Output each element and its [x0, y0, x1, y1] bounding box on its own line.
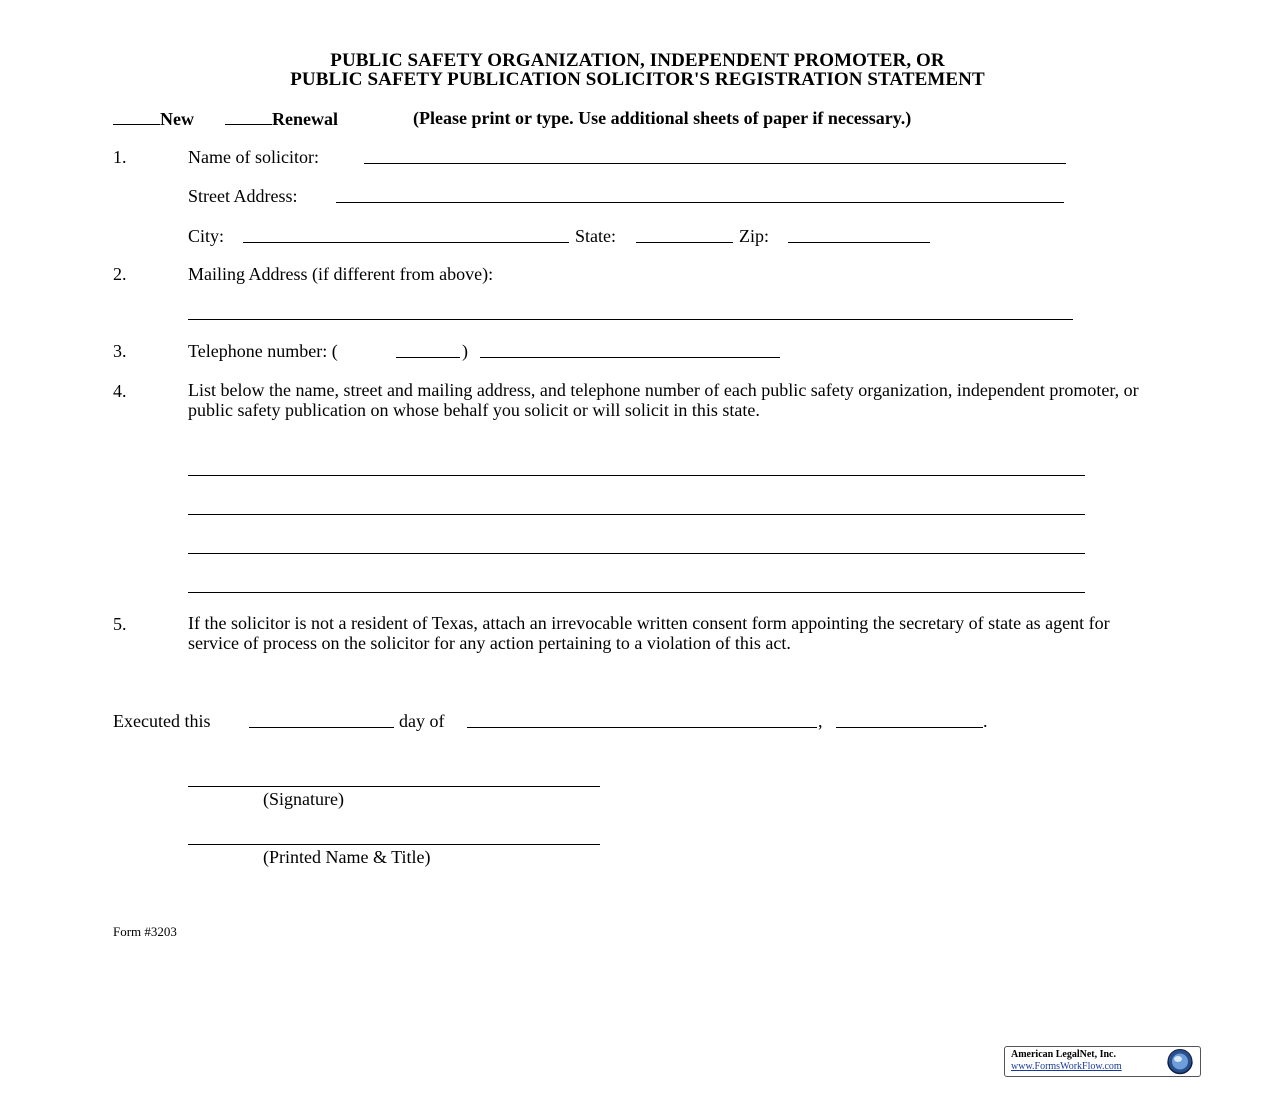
- item5-instructions: If the solicitor is not a resident of Texas, attach an irrevocable written consent form appointing the secretary of state as agent for service of process on the solicitor for any action pertaining to a violation of this act.: [188, 613, 1110, 653]
- zip-field[interactable]: [788, 226, 930, 243]
- city-field[interactable]: [243, 226, 569, 243]
- new-label: New: [160, 109, 194, 129]
- executed-period: .: [983, 711, 988, 731]
- signature-field[interactable]: [188, 770, 600, 787]
- executed-year-field[interactable]: [836, 711, 983, 728]
- logo-company-name: American LegalNet, Inc.: [1011, 1049, 1116, 1060]
- org-line-3[interactable]: [188, 537, 1085, 554]
- solicitor-name-field[interactable]: [364, 147, 1066, 164]
- new-option[interactable]: [113, 108, 194, 130]
- legalnet-logo[interactable]: [1004, 1046, 1201, 1077]
- zip-label: Zip:: [739, 226, 769, 246]
- form-title-line2: PUBLIC SAFETY PUBLICATION SOLICITOR'S REGISTRATION STATEMENT: [290, 69, 985, 90]
- printed-name-field[interactable]: [188, 828, 600, 845]
- globe-icon: [1162, 1048, 1198, 1075]
- telephone-field[interactable]: [480, 341, 780, 358]
- item5-number: 5.: [113, 614, 127, 634]
- form-title-line1: PUBLIC SAFETY ORGANIZATION, INDEPENDENT PROMOTER, OR: [330, 50, 945, 71]
- state-label: State:: [575, 226, 616, 246]
- street-address-field[interactable]: [336, 186, 1064, 203]
- org-line-4[interactable]: [188, 576, 1085, 593]
- street-address-label: Street Address:: [188, 186, 298, 206]
- item3-number: 3.: [113, 341, 127, 361]
- solicitor-name-label: Name of solicitor:: [188, 147, 319, 167]
- executed-comma: ,: [818, 711, 823, 731]
- mailing-address-field[interactable]: [188, 303, 1073, 320]
- area-code-field[interactable]: [396, 341, 460, 358]
- executed-label: Executed this: [113, 711, 211, 731]
- org-line-1[interactable]: [188, 459, 1085, 476]
- instruction-text: (Please print or type. Use additional sheets of paper if necessary.): [413, 108, 912, 128]
- new-checkline[interactable]: [113, 108, 160, 125]
- item4-instructions: List below the name, street and mailing address, and telephone number of each public safety organization, independent promoter, or public safety publication on whose behalf you solicit or will solicit in this state.: [188, 380, 1139, 420]
- renewal-checkline[interactable]: [225, 108, 272, 125]
- item2-number: 2.: [113, 264, 127, 284]
- renewal-label: Renewal: [272, 109, 338, 129]
- form-number: Form #3203: [113, 924, 177, 939]
- org-line-2[interactable]: [188, 498, 1085, 515]
- state-field[interactable]: [636, 226, 733, 243]
- executed-day-field[interactable]: [249, 711, 394, 728]
- day-of-label: day of: [399, 711, 445, 731]
- item1-number: 1.: [113, 147, 127, 167]
- signature-label: (Signature): [263, 789, 344, 809]
- executed-month-field[interactable]: [467, 711, 817, 728]
- printed-name-label: (Printed Name & Title): [263, 847, 431, 867]
- mailing-address-label: Mailing Address (if different from above):: [188, 264, 494, 284]
- item4-number: 4.: [113, 381, 127, 401]
- logo-url-link[interactable]: www.FormsWorkFlow.com: [1011, 1061, 1122, 1072]
- city-label: City:: [188, 226, 225, 246]
- telephone-paren-close: ): [462, 341, 468, 361]
- telephone-label: Telephone number: (: [188, 341, 338, 361]
- renewal-option[interactable]: [225, 108, 338, 130]
